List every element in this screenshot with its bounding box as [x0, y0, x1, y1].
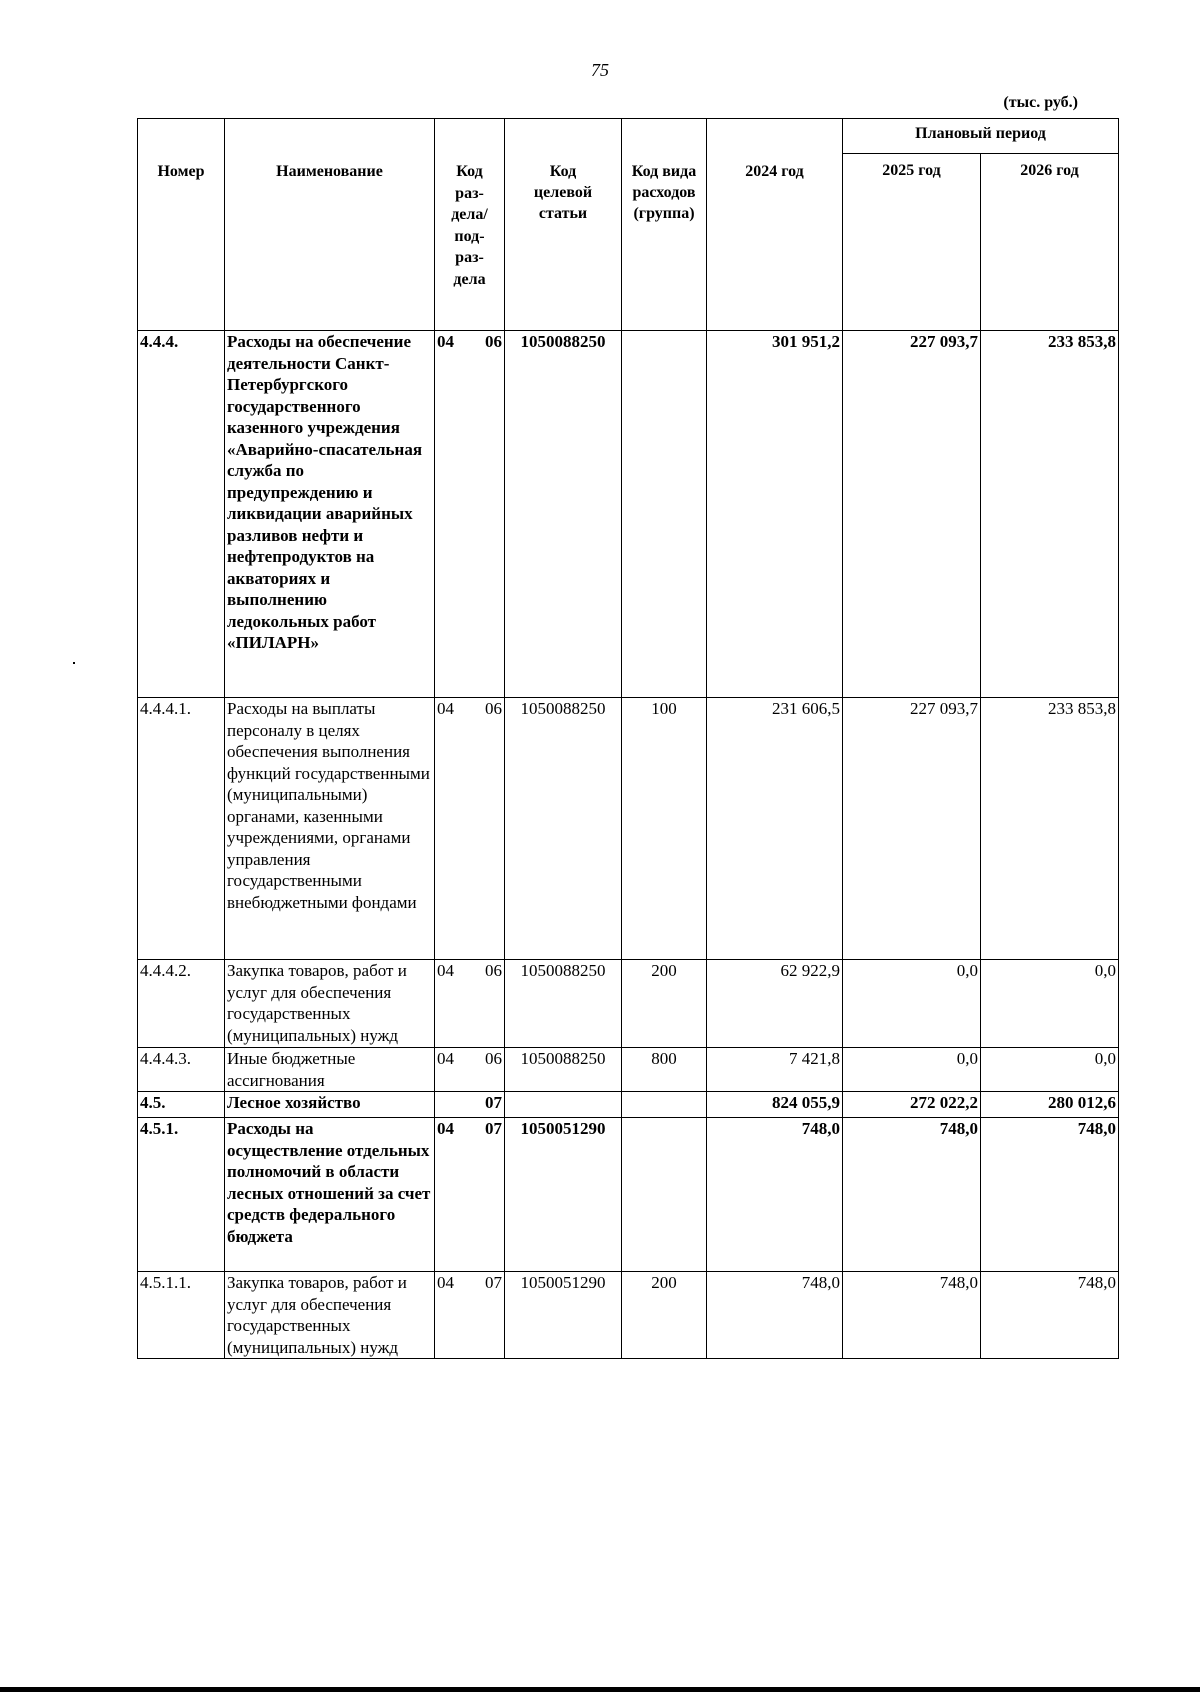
- table-row: [138, 960, 1119, 1048]
- row-2024: 62 922,9: [707, 960, 843, 1048]
- row-name: Расходы на выплаты персоналу в целях обеспечения выполнения функций государственными (муниципальными) органами, казенными учреждениями, органами управления государственными внебюджетными фондами: [225, 698, 435, 960]
- header-2025: 2025 год: [843, 154, 981, 331]
- subsection-code: 06: [485, 961, 502, 980]
- row-2025: 227 093,7: [843, 698, 981, 960]
- section-code: 04: [437, 699, 454, 718]
- header-2026: 2026 год: [981, 154, 1119, 331]
- subsection-code: 06: [485, 1049, 502, 1068]
- row-expense-type: [622, 1118, 707, 1272]
- row-target-code: 1050051290: [505, 1272, 622, 1359]
- row-2025: 227 093,7: [843, 331, 981, 698]
- budget-table: [137, 118, 1119, 1359]
- row-2026: 233 853,8: [981, 331, 1119, 698]
- row-expense-type: 200: [622, 1272, 707, 1359]
- row-number: 4.5.1.: [138, 1118, 225, 1272]
- row-number: 4.4.4.1.: [138, 698, 225, 960]
- page-number: 75: [591, 60, 609, 80]
- row-section-code: [435, 331, 505, 698]
- row-target-code: [505, 1092, 622, 1118]
- row-number: 4.4.4.: [138, 331, 225, 698]
- row-name: Расходы на осуществление отдельных полномочий в области лесных отношений за счет средств федерального бюджета: [225, 1118, 435, 1272]
- row-2024: 748,0: [707, 1118, 843, 1272]
- row-2025: 748,0: [843, 1272, 981, 1359]
- table-row: [138, 1092, 1119, 1118]
- row-name: Лесное хозяйство: [225, 1092, 435, 1118]
- row-2025: 0,0: [843, 1048, 981, 1092]
- section-code: 04: [437, 1119, 454, 1138]
- row-number: 4.5.1.1.: [138, 1272, 225, 1359]
- table-row: [138, 331, 1119, 698]
- row-section-code: [435, 1272, 505, 1359]
- header-2024: 2024 год: [707, 119, 843, 331]
- header-name: Наименование: [225, 119, 435, 331]
- row-name: Иные бюджетные ассигнования: [225, 1048, 435, 1092]
- row-2024: 7 421,8: [707, 1048, 843, 1092]
- row-section-code: [435, 698, 505, 960]
- section-code: 04: [437, 961, 454, 980]
- header-target-code: Код целевой статьи: [505, 119, 622, 331]
- row-target-code: 1050088250: [505, 960, 622, 1048]
- table-row: [138, 698, 1119, 960]
- row-name: Расходы на обеспечение деятельности Санкт-Петербургского государственного казенного учреждения «Аварийно-спасательная служба по предупреждению и ликвидации аварийных разливов нефти и нефтепродуктов на акваториях и выполнению ледокольных работ «ПИЛАРН»: [225, 331, 435, 698]
- row-number: 4.4.4.2.: [138, 960, 225, 1048]
- table-row: [138, 1118, 1119, 1272]
- row-2026: 280 012,6: [981, 1092, 1119, 1118]
- row-section-code: [435, 1092, 505, 1118]
- row-name: Закупка товаров, работ и услуг для обеспечения государственных (муниципальных) нужд: [225, 960, 435, 1048]
- subsection-code: 07: [485, 1119, 502, 1138]
- row-target-code: 1050088250: [505, 698, 622, 960]
- table-row: [138, 1048, 1119, 1092]
- subsection-code: 06: [485, 699, 502, 718]
- scan-edge-line: [0, 1687, 1200, 1692]
- row-2026: 748,0: [981, 1272, 1119, 1359]
- row-target-code: 1050088250: [505, 1048, 622, 1092]
- subsection-code: 06: [485, 332, 502, 351]
- row-2026: 748,0: [981, 1118, 1119, 1272]
- row-2024: 231 606,5: [707, 698, 843, 960]
- header-section-code: Код раз-дела/ под-раз-дела: [435, 119, 505, 331]
- header-expense-type: Код вида расходов (группа): [622, 119, 707, 331]
- row-2025: 0,0: [843, 960, 981, 1048]
- row-2025: 272 022,2: [843, 1092, 981, 1118]
- table-row: [138, 1272, 1119, 1359]
- row-2024: 301 951,2: [707, 331, 843, 698]
- row-2024: 748,0: [707, 1272, 843, 1359]
- row-section-code: [435, 1118, 505, 1272]
- header-planned-period: Плановый период: [843, 119, 1119, 154]
- row-expense-type: [622, 331, 707, 698]
- row-2026: 0,0: [981, 960, 1119, 1048]
- header-number: Номер: [138, 119, 225, 331]
- row-target-code: 1050088250: [505, 331, 622, 698]
- row-section-code: [435, 1048, 505, 1092]
- scan-speck: [73, 662, 75, 664]
- row-section-code: [435, 960, 505, 1048]
- row-2026: 233 853,8: [981, 698, 1119, 960]
- row-number: 4.5.: [138, 1092, 225, 1118]
- row-2024: 824 055,9: [707, 1092, 843, 1118]
- row-target-code: 1050051290: [505, 1118, 622, 1272]
- row-name: Закупка товаров, работ и услуг для обеспечения государственных (муниципальных) нужд: [225, 1272, 435, 1359]
- row-expense-type: 100: [622, 698, 707, 960]
- subsection-code: 07: [485, 1093, 502, 1112]
- row-2025: 748,0: [843, 1118, 981, 1272]
- section-code: 04: [437, 1049, 454, 1068]
- row-number: 4.4.4.3.: [138, 1048, 225, 1092]
- row-expense-type: [622, 1092, 707, 1118]
- row-expense-type: 800: [622, 1048, 707, 1092]
- row-2026: 0,0: [981, 1048, 1119, 1092]
- units-label: (тыс. руб.): [1003, 94, 1078, 111]
- section-code: 04: [437, 1273, 454, 1292]
- row-expense-type: 200: [622, 960, 707, 1048]
- subsection-code: 07: [485, 1273, 502, 1292]
- section-code: 04: [437, 332, 454, 351]
